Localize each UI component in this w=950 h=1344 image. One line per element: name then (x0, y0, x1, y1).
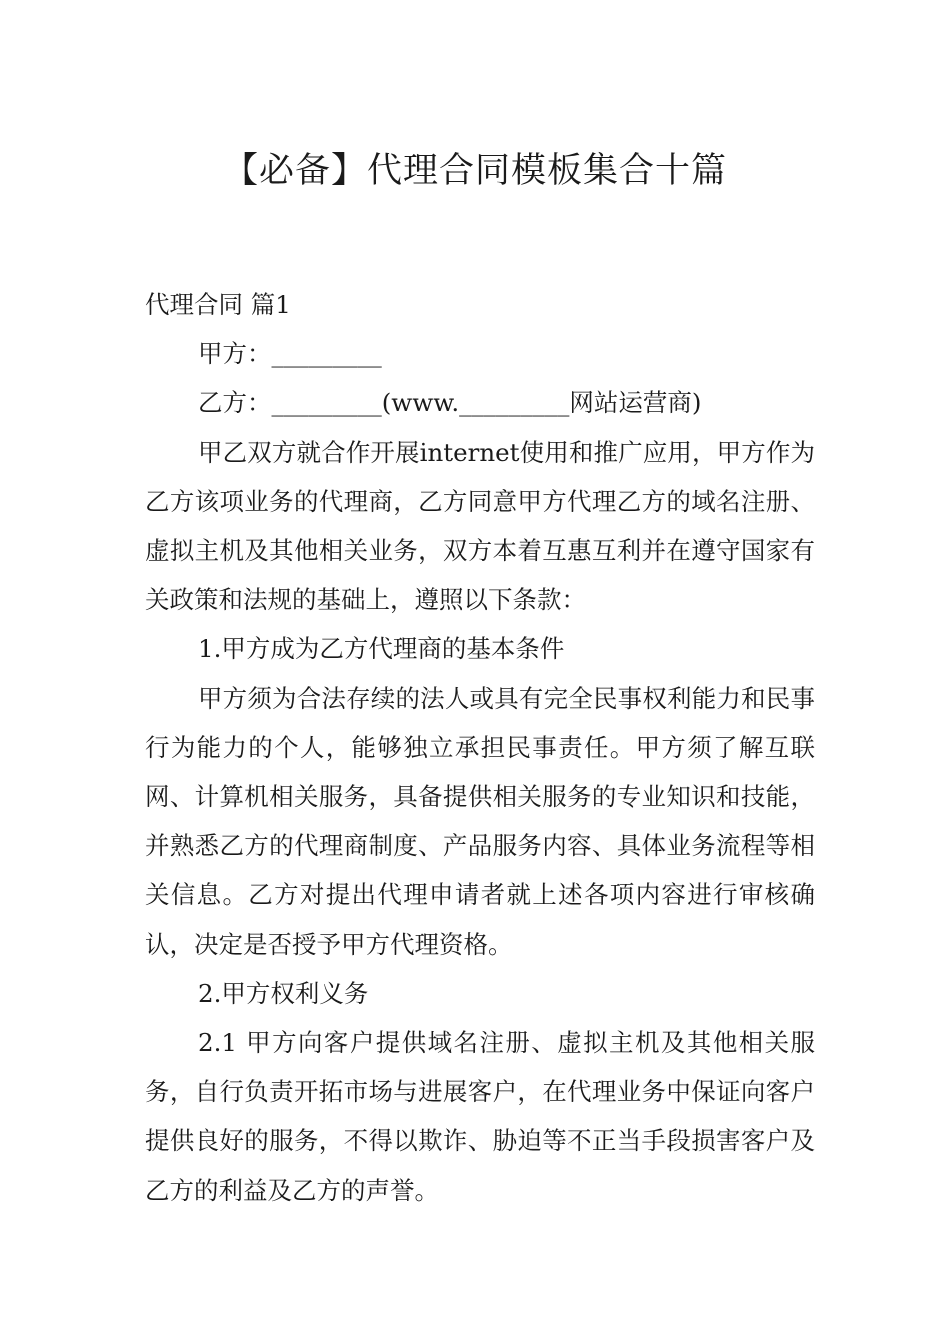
document-body (145, 280, 815, 1215)
clause-1-heading: 1.甲方成为乙方代理商的基本条件 (198, 634, 565, 664)
party-b-line: 乙方：_________(www._________网站运营商) (198, 388, 702, 418)
party-a-line: 甲方：_________ (198, 339, 382, 369)
intro-paragraph: 甲乙双方就合作开展internet使用和推广应用，甲方作为乙方该项业务的代理商，乙方同意甲方代理乙方的域名注册、虚拟主机及其他相关业务，双方本着互惠互利并在遵守国家有关政策和法规的基础上，遵照以下条款： (145, 437, 815, 615)
clause-2-heading: 2.甲方权利义务 (198, 978, 369, 1008)
section-heading: 代理合同 篇1 (145, 290, 291, 319)
clause-2-1-paragraph: 2.1 甲方向客户提供域名注册、虚拟主机及其他相关服务，自行负责开拓市场与进展客户，在代理业务中保证向客户提供良好的服务，不得以欺诈、胁迫等不正当手段损害客户及乙方的利益及乙方的声誉。 (145, 1028, 815, 1205)
clause-1-paragraph: 甲方须为合法存续的法人或具有完全民事权利能力和民事行为能力的个人，能够独立承担民事责任。甲方须了解互联网、计算机相关服务，具备提供相关服务的专业知识和技能，并熟悉乙方的代理商制度、产品服务内容、具体业务流程等相关信息。乙方对提出代理申请者就上述各项内容进行审核确认，决定是否授予甲方代理资格。 (145, 683, 815, 959)
document-title: 【必备】代理合同模板集合十篇 (222, 151, 727, 192)
